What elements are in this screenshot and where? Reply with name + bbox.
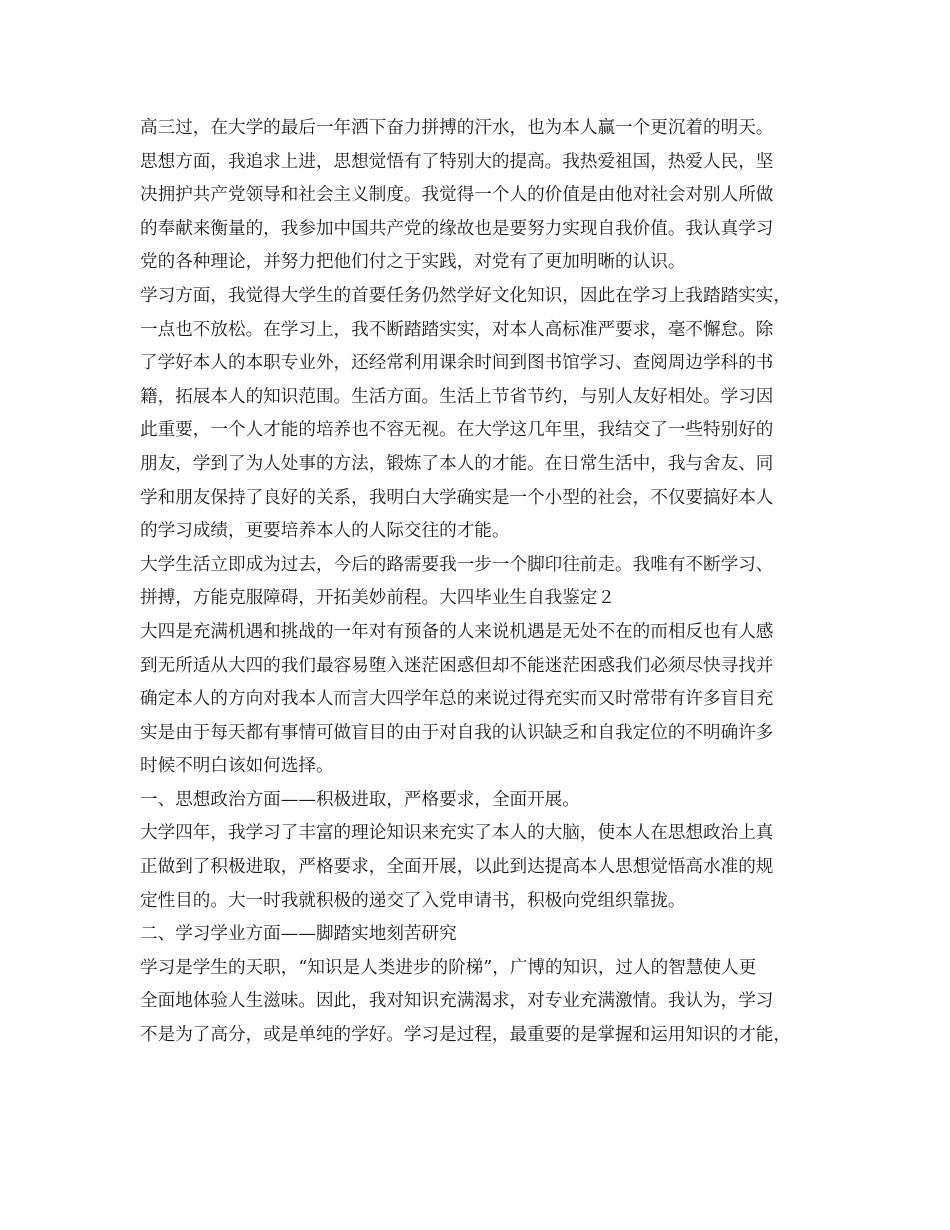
text-line: 党的各种理论，并努力把他们付之于实践，对党有了更加明晰的认识。 xyxy=(140,252,686,273)
document-body xyxy=(140,112,820,1053)
text-line: 不是为了高分，或是单纯的学好。学习是过程，最重要的是掌握和运用知识的才能， xyxy=(140,1025,791,1046)
text-line: 思想方面，我追求上进，思想觉悟有了特别大的提高。我热爱祖国，热爱人民，坚 xyxy=(140,151,774,172)
text-line: 朋友，学到了为人处事的方法，锻炼了本人的才能。在日常生活中，我与舍友、同 xyxy=(140,453,774,474)
text-line: 全面地体验人生滋味。因此，我对知识充满渴求，对专业充满激情。我认为，学习 xyxy=(140,991,774,1012)
text-line: 到无所适从大四的我们最容易堕入迷茫困惑但却不能迷茫困惑我们必须尽快寻找并 xyxy=(140,655,774,676)
text-line: 了学好本人的本职专业外，还经常利用课余时间到图书馆学习、查阅周边学科的书 xyxy=(140,353,774,374)
text-line: 的学习成绩，更要培养本人的人际交往的才能。 xyxy=(140,521,510,542)
text-line: 定性目的。大一时我就积极的递交了入党申请书，积极向党组织靠拢。 xyxy=(140,890,686,911)
section-heading: 二、学习学业方面——脚踏实地刻苦研究 xyxy=(140,924,457,945)
text-line: 学习是学生的天职，“知识是人类进步的阶梯”，广博的知识，过人的智慧使人更 xyxy=(140,957,757,978)
text-line: 确定本人的方向对我本人而言大四学年总的来说过得充实而又时常带有许多盲目充 xyxy=(140,689,774,710)
text-line: 正做到了积极进取，严格要求，全面开展，以此到达提高本人思想觉悟高水准的规 xyxy=(140,857,774,878)
text-line: 时候不明白该如何选择。 xyxy=(140,756,334,777)
text-line: 决拥护共产党领导和社会主义制度。我觉得一个人的价值是由他对社会对别人所做 xyxy=(140,185,774,206)
text-line: 学和朋友保持了良好的关系，我明白大学确实是一个小型的社会，不仅要搞好本人 xyxy=(140,487,774,508)
text-line: 高三过，在大学的最后一年洒下奋力拼搏的汗水，也为本人赢一个更沉着的明天。 xyxy=(140,118,774,138)
text-line: 的奉献来衡量的，我参加中国共产党的缘故也是要努力实现自我价值。我认真学习 xyxy=(140,218,774,239)
text-line: 实是由于每天都有事情可做盲目的由于对自我的认识缺乏和自我定位的不明确许多 xyxy=(140,722,774,743)
text-line: 籍，拓展本人的知识范围。生活方面。生活上节省节约，与别人友好相处。学习因 xyxy=(140,386,774,407)
text-line: 拼搏，方能克服障碍，开拓美妙前程。大四毕业生自我鉴定２ xyxy=(140,588,616,609)
section-heading: 一、思想政治方面——积极进取，严格要求，全面开展。 xyxy=(140,789,580,810)
text-line: 一点也不放松。在学习上，我不断踏踏实实，对本人高标准严要求，毫不懈怠。除 xyxy=(140,319,774,340)
text-line: 大学四年，我学习了丰富的理论知识来充实了本人的大脑，使本人在思想政治上真 xyxy=(140,823,774,844)
text-line: 大四是充满机遇和挑战的一年对有预备的人来说机遇是无处不在的而相反也有人感 xyxy=(140,621,774,642)
text-line: 学习方面，我觉得大学生的首要任务仍然学好文化知识，因此在学习上我踏踏实实， xyxy=(140,285,791,306)
text-line: 此重要，一个人才能的培养也不容无视。在大学这几年里，我结交了一些特别好的 xyxy=(140,420,774,441)
text-line: 大学生活立即成为过去，今后的路需要我一步一个脚印往前走。我唯有不断学习、 xyxy=(140,554,774,575)
